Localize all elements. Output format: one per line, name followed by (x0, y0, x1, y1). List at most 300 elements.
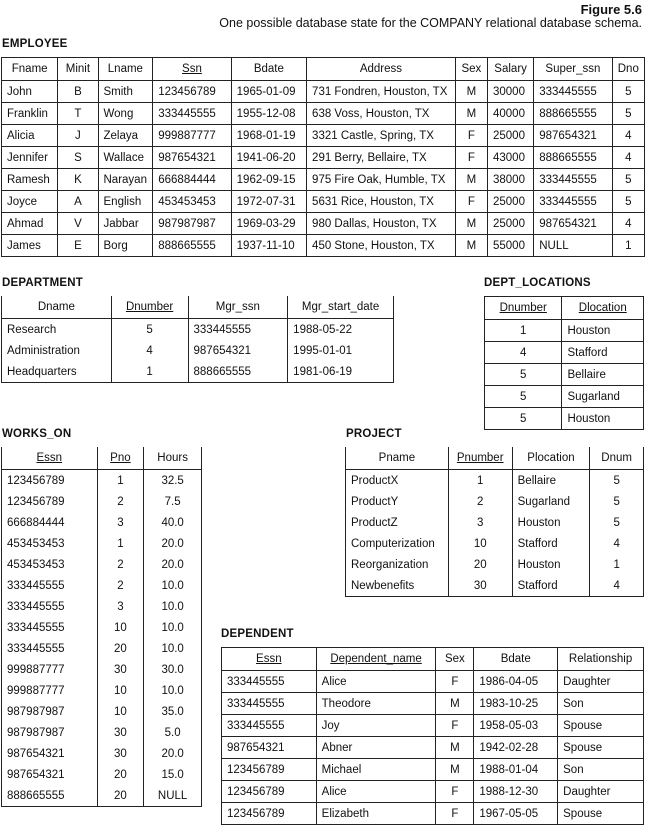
table-cell: 987654321 (222, 737, 317, 759)
table-cell: 25000 (487, 125, 533, 147)
table-cell: Stafford (512, 575, 590, 597)
table-cell: Ramesh (2, 169, 58, 191)
column-header-label: Address (359, 63, 403, 75)
column-header (485, 297, 562, 320)
table-cell: Research (2, 319, 112, 341)
table-cell: 2 (97, 554, 144, 575)
header-row (2, 58, 645, 81)
column-header-label: Hours (157, 452, 188, 464)
table-cell: Elizabeth (316, 803, 436, 825)
table-cell: 453453453 (2, 533, 98, 554)
table-cell: 4 (111, 340, 188, 361)
table-cell: 638 Voss, Houston, TX (307, 103, 456, 125)
table-row (2, 340, 394, 361)
table-cell: Narayan (98, 169, 153, 191)
column-header-label: Relationship (568, 653, 633, 665)
table-cell: Spouse (558, 803, 644, 825)
figure-number: Figure 5.6 (580, 2, 642, 17)
table-cell: 35.0 (144, 701, 202, 722)
table-cell: 5 (590, 491, 644, 512)
table-cell: 999887777 (2, 659, 98, 680)
table-cell: 999887777 (153, 125, 231, 147)
table-cell: 25000 (487, 213, 533, 235)
table-cell: Jennifer (2, 147, 58, 169)
table-cell: 333445555 (534, 81, 612, 103)
table-cell: 2 (448, 491, 512, 512)
table-cell: 1967-05-05 (474, 803, 558, 825)
column-header-label: Pname (378, 452, 416, 464)
header-row (485, 297, 644, 320)
table-cell: F (455, 191, 487, 213)
table-row (222, 737, 644, 759)
table-row (346, 470, 644, 492)
table-row (222, 759, 644, 781)
table-row (2, 235, 645, 257)
table-row (222, 781, 644, 803)
table-cell: 20 (97, 764, 144, 785)
table-cell: 4 (590, 533, 644, 554)
table-cell: Daughter (558, 671, 644, 693)
column-header-label: Plocation (527, 452, 575, 464)
table-cell: NULL (534, 235, 612, 257)
column-header-label: Sex (461, 63, 482, 75)
table-row (222, 671, 644, 693)
table-cell: Houston (512, 554, 590, 575)
table-cell: 999887777 (2, 680, 98, 701)
header-row (2, 447, 202, 470)
table-row (2, 125, 645, 147)
column-header-label: Dnumber (125, 301, 174, 313)
column-header (316, 648, 436, 671)
table-cell: 1937-11-10 (231, 235, 306, 257)
table-cell: 453453453 (153, 191, 231, 213)
table-cell: English (98, 191, 153, 213)
table-cell: 10 (97, 701, 144, 722)
table-cell: 10.0 (144, 575, 202, 596)
table-cell: Houston (562, 408, 644, 430)
column-header (2, 58, 58, 81)
table-row (2, 147, 645, 169)
table-cell: Joyce (2, 191, 58, 213)
table-row (2, 659, 202, 680)
table-cell: 5 (485, 386, 562, 408)
table-cell: 1988-01-04 (474, 759, 558, 781)
column-header (58, 58, 98, 81)
table-cell: 20 (448, 554, 512, 575)
table-row (485, 408, 644, 430)
table-cell: Computerization (346, 533, 449, 554)
table-cell: 10.0 (144, 680, 202, 701)
table-cell: A (58, 191, 98, 213)
table-row (2, 554, 202, 575)
table-cell: 1 (590, 554, 644, 575)
table-cell: T (58, 103, 98, 125)
table-cell: 1983-10-25 (474, 693, 558, 715)
column-header (562, 297, 644, 320)
table-cell: Houston (562, 320, 644, 342)
column-header (534, 58, 612, 81)
table-cell: NULL (144, 785, 202, 807)
table-cell: 5 (612, 81, 644, 103)
table-cell: 987654321 (534, 125, 612, 147)
table-cell: 10 (97, 680, 144, 701)
column-header (111, 296, 188, 319)
column-header (2, 296, 112, 319)
table-cell: 4 (612, 213, 644, 235)
table-cell: 30 (97, 659, 144, 680)
column-header-label: Mgr_start_date (301, 301, 380, 313)
table-cell: 333445555 (222, 693, 317, 715)
table-cell: 30 (97, 743, 144, 764)
table-row (2, 361, 394, 383)
table-row (222, 715, 644, 737)
column-header (512, 447, 590, 470)
table-cell: 20.0 (144, 743, 202, 764)
table-cell: 450 Stone, Houston, TX (307, 235, 456, 257)
column-header (455, 58, 487, 81)
table-cell: 1988-12-30 (474, 781, 558, 803)
table-cell: 123456789 (222, 759, 317, 781)
table-cell: 987987987 (2, 701, 98, 722)
table-cell: 5 (590, 470, 644, 492)
table-cell: 666884444 (2, 512, 98, 533)
column-header-label: Dnum (601, 452, 632, 464)
column-header (474, 648, 558, 671)
column-header-label: Essn (36, 452, 63, 464)
table-cell: 55000 (487, 235, 533, 257)
dependent-table (221, 647, 644, 825)
column-header (436, 648, 474, 671)
table-cell: 30 (97, 722, 144, 743)
table-cell: 1995-01-01 (288, 340, 394, 361)
table-row (2, 701, 202, 722)
column-header-label: Ssn (182, 63, 202, 75)
table-cell: 10 (97, 617, 144, 638)
table-cell: 5631 Rice, Houston, TX (307, 191, 456, 213)
table-cell: F (455, 147, 487, 169)
table-cell: Sugarland (512, 491, 590, 512)
table-cell: 333445555 (2, 617, 98, 638)
project-table (345, 447, 644, 597)
header-row (346, 447, 644, 470)
table-cell: Franklin (2, 103, 58, 125)
table-row (2, 470, 202, 492)
table-cell: E (58, 235, 98, 257)
table-row (2, 617, 202, 638)
table-cell: Wong (98, 103, 153, 125)
column-header-label: Bdate (253, 63, 284, 75)
table-row (222, 803, 644, 825)
column-header (2, 447, 98, 470)
dept-locations-table (484, 296, 644, 430)
column-header-label: Essn (256, 653, 282, 665)
table-row (346, 554, 644, 575)
table-cell: 1969-03-29 (231, 213, 306, 235)
works-on-table (1, 447, 202, 807)
table-cell: 1 (97, 470, 144, 492)
table-cell: 10.0 (144, 638, 202, 659)
table-cell: 30 (448, 575, 512, 597)
table-cell: 3 (448, 512, 512, 533)
table-cell: 5 (612, 169, 644, 191)
table-cell: Smith (98, 81, 153, 103)
column-header-label: Dependent_name (330, 653, 422, 665)
table-row (2, 575, 202, 596)
table-cell: 987654321 (534, 213, 612, 235)
table-cell: 1988-05-22 (288, 319, 394, 341)
table-cell: John (2, 81, 58, 103)
table-cell: 123456789 (2, 491, 98, 512)
table-cell: Spouse (558, 737, 644, 759)
table-cell: Alice (316, 781, 436, 803)
table-cell: 7.5 (144, 491, 202, 512)
table-cell: 1986-04-05 (474, 671, 558, 693)
table-cell: 888665555 (534, 103, 612, 125)
table-cell: Theodore (316, 693, 436, 715)
table-cell: 987654321 (188, 340, 288, 361)
table-cell: 123456789 (153, 81, 231, 103)
column-header (307, 58, 456, 81)
table-row (2, 533, 202, 554)
table-cell: 30000 (487, 81, 533, 103)
column-header (222, 648, 317, 671)
table-cell: Spouse (558, 715, 644, 737)
table-row (2, 722, 202, 743)
table-row (346, 533, 644, 554)
table-row (2, 764, 202, 785)
column-header (346, 447, 449, 470)
table-cell: V (58, 213, 98, 235)
table-cell: Alice (316, 671, 436, 693)
table-cell: Headquarters (2, 361, 112, 383)
table-cell: 2 (97, 575, 144, 596)
table-cell: 987987987 (2, 722, 98, 743)
column-header-label: Bdate (500, 653, 531, 665)
table-cell: F (436, 715, 474, 737)
table-cell: 333445555 (153, 103, 231, 125)
table-cell: 666884444 (153, 169, 231, 191)
table-cell: Newbenefits (346, 575, 449, 597)
table-cell: M (455, 213, 487, 235)
table-row (2, 213, 645, 235)
table-row (2, 319, 394, 341)
table-cell: 987654321 (153, 147, 231, 169)
column-header (612, 58, 644, 81)
table-cell: 30.0 (144, 659, 202, 680)
table-row (2, 638, 202, 659)
table-row (346, 491, 644, 512)
column-header (448, 447, 512, 470)
table-cell: 1 (485, 320, 562, 342)
table-row (2, 680, 202, 701)
employee-table-name: EMPLOYEE (2, 38, 68, 50)
table-cell: 1965-01-09 (231, 81, 306, 103)
table-cell: J (58, 125, 98, 147)
table-cell: Reorganization (346, 554, 449, 575)
table-row (485, 386, 644, 408)
header-row (2, 296, 394, 319)
table-cell: 1 (612, 235, 644, 257)
table-row (222, 693, 644, 715)
table-cell: 333445555 (534, 191, 612, 213)
table-cell: 123456789 (222, 781, 317, 803)
table-cell: S (58, 147, 98, 169)
column-header-label: Dname (37, 301, 75, 313)
table-cell: 333445555 (534, 169, 612, 191)
table-cell: 1968-01-19 (231, 125, 306, 147)
table-cell: 3 (97, 512, 144, 533)
table-cell: 453453453 (2, 554, 98, 575)
table-cell: ProductX (346, 470, 449, 492)
table-row (485, 320, 644, 342)
table-cell: 333445555 (2, 638, 98, 659)
table-cell: M (436, 737, 474, 759)
table-cell: K (58, 169, 98, 191)
table-cell: 4 (612, 125, 644, 147)
table-cell: 5 (612, 191, 644, 213)
table-cell: 10.0 (144, 596, 202, 617)
table-cell: B (58, 81, 98, 103)
table-cell: Daughter (558, 781, 644, 803)
column-header (153, 58, 231, 81)
table-cell: Stafford (512, 533, 590, 554)
table-cell: Zelaya (98, 125, 153, 147)
table-cell: 888665555 (2, 785, 98, 807)
employee-table (1, 57, 645, 257)
table-row (2, 191, 645, 213)
table-cell: 1941-06-20 (231, 147, 306, 169)
table-cell: ProductZ (346, 512, 449, 533)
column-header-label: Dnumber (499, 302, 547, 314)
column-header (98, 58, 153, 81)
table-cell: 3 (97, 596, 144, 617)
table-cell: Bellaire (562, 364, 644, 386)
table-cell: 5 (485, 364, 562, 386)
works-on-table-name: WORKS_ON (2, 428, 72, 440)
column-header (97, 447, 144, 470)
table-cell: 975 Fire Oak, Humble, TX (307, 169, 456, 191)
table-cell: F (436, 781, 474, 803)
table-cell: Sugarland (562, 386, 644, 408)
table-row (485, 342, 644, 364)
dependent-table-name: DEPENDENT (221, 628, 294, 640)
table-cell: 32.5 (144, 470, 202, 492)
table-cell: 1942-02-28 (474, 737, 558, 759)
department-table-name: DEPARTMENT (2, 277, 84, 289)
table-cell: 15.0 (144, 764, 202, 785)
table-row (2, 743, 202, 764)
table-row (2, 785, 202, 807)
table-cell: 2 (97, 491, 144, 512)
table-cell: 20 (97, 785, 144, 807)
table-cell: 291 Berry, Bellaire, TX (307, 147, 456, 169)
column-header-label: Lname (107, 63, 143, 75)
table-cell: Son (558, 759, 644, 781)
table-cell: Joy (316, 715, 436, 737)
column-header-label: Salary (494, 63, 527, 75)
column-header (188, 296, 288, 319)
column-header (144, 447, 202, 470)
table-cell: 20.0 (144, 554, 202, 575)
column-header-label: Mgr_ssn (215, 301, 260, 313)
table-cell: M (436, 693, 474, 715)
table-row (2, 169, 645, 191)
table-cell: 4 (612, 147, 644, 169)
table-cell: 5 (612, 103, 644, 125)
table-cell: Michael (316, 759, 436, 781)
table-cell: 43000 (487, 147, 533, 169)
table-cell: 1981-06-19 (288, 361, 394, 383)
table-cell: M (455, 235, 487, 257)
table-cell: 333445555 (188, 319, 288, 341)
column-header-label: Sex (444, 653, 465, 665)
table-cell: 1955-12-08 (231, 103, 306, 125)
table-cell: F (436, 803, 474, 825)
table-cell: Ahmad (2, 213, 58, 235)
table-row (346, 512, 644, 533)
table-cell: F (436, 671, 474, 693)
table-cell: 3321 Castle, Spring, TX (307, 125, 456, 147)
table-cell: Houston (512, 512, 590, 533)
table-cell: 987654321 (2, 764, 98, 785)
table-row (2, 491, 202, 512)
table-cell: Abner (316, 737, 436, 759)
column-header (558, 648, 644, 671)
table-cell: 5 (111, 319, 188, 341)
table-row (346, 575, 644, 597)
table-cell: 1958-05-03 (474, 715, 558, 737)
table-cell: 1962-09-15 (231, 169, 306, 191)
table-cell: 123456789 (2, 470, 98, 492)
header-row (222, 648, 644, 671)
table-cell: 888665555 (153, 235, 231, 257)
table-cell: 333445555 (2, 575, 98, 596)
table-cell: Alicia (2, 125, 58, 147)
column-header-label: Pnumber (456, 452, 504, 464)
column-header (288, 296, 394, 319)
table-cell: 987654321 (2, 743, 98, 764)
table-cell: 5.0 (144, 722, 202, 743)
department-table (1, 296, 394, 383)
table-cell: 38000 (487, 169, 533, 191)
table-cell: M (436, 759, 474, 781)
column-header-label: Minit (65, 63, 91, 75)
table-cell: 4 (485, 342, 562, 364)
table-cell: 25000 (487, 191, 533, 213)
dept-locations-table-name: DEPT_LOCATIONS (484, 277, 591, 289)
table-cell: Borg (98, 235, 153, 257)
table-cell: 333445555 (222, 715, 317, 737)
column-header-label: Dlocation (578, 302, 627, 314)
column-header-label: Fname (11, 63, 48, 75)
table-cell: 5 (485, 408, 562, 430)
table-cell: 123456789 (222, 803, 317, 825)
figure-caption: One possible database state for the COMPANY relational database schema. (219, 16, 642, 30)
table-cell: 980 Dallas, Houston, TX (307, 213, 456, 235)
table-cell: ProductY (346, 491, 449, 512)
table-cell: 731 Fondren, Houston, TX (307, 81, 456, 103)
table-row (2, 103, 645, 125)
table-cell: 20.0 (144, 533, 202, 554)
column-header (231, 58, 306, 81)
table-cell: 333445555 (2, 596, 98, 617)
table-cell: 5 (590, 512, 644, 533)
table-cell: 888665555 (188, 361, 288, 383)
column-header-label: Dno (617, 63, 639, 75)
table-row (2, 81, 645, 103)
table-cell: Administration (2, 340, 112, 361)
table-cell: F (455, 125, 487, 147)
